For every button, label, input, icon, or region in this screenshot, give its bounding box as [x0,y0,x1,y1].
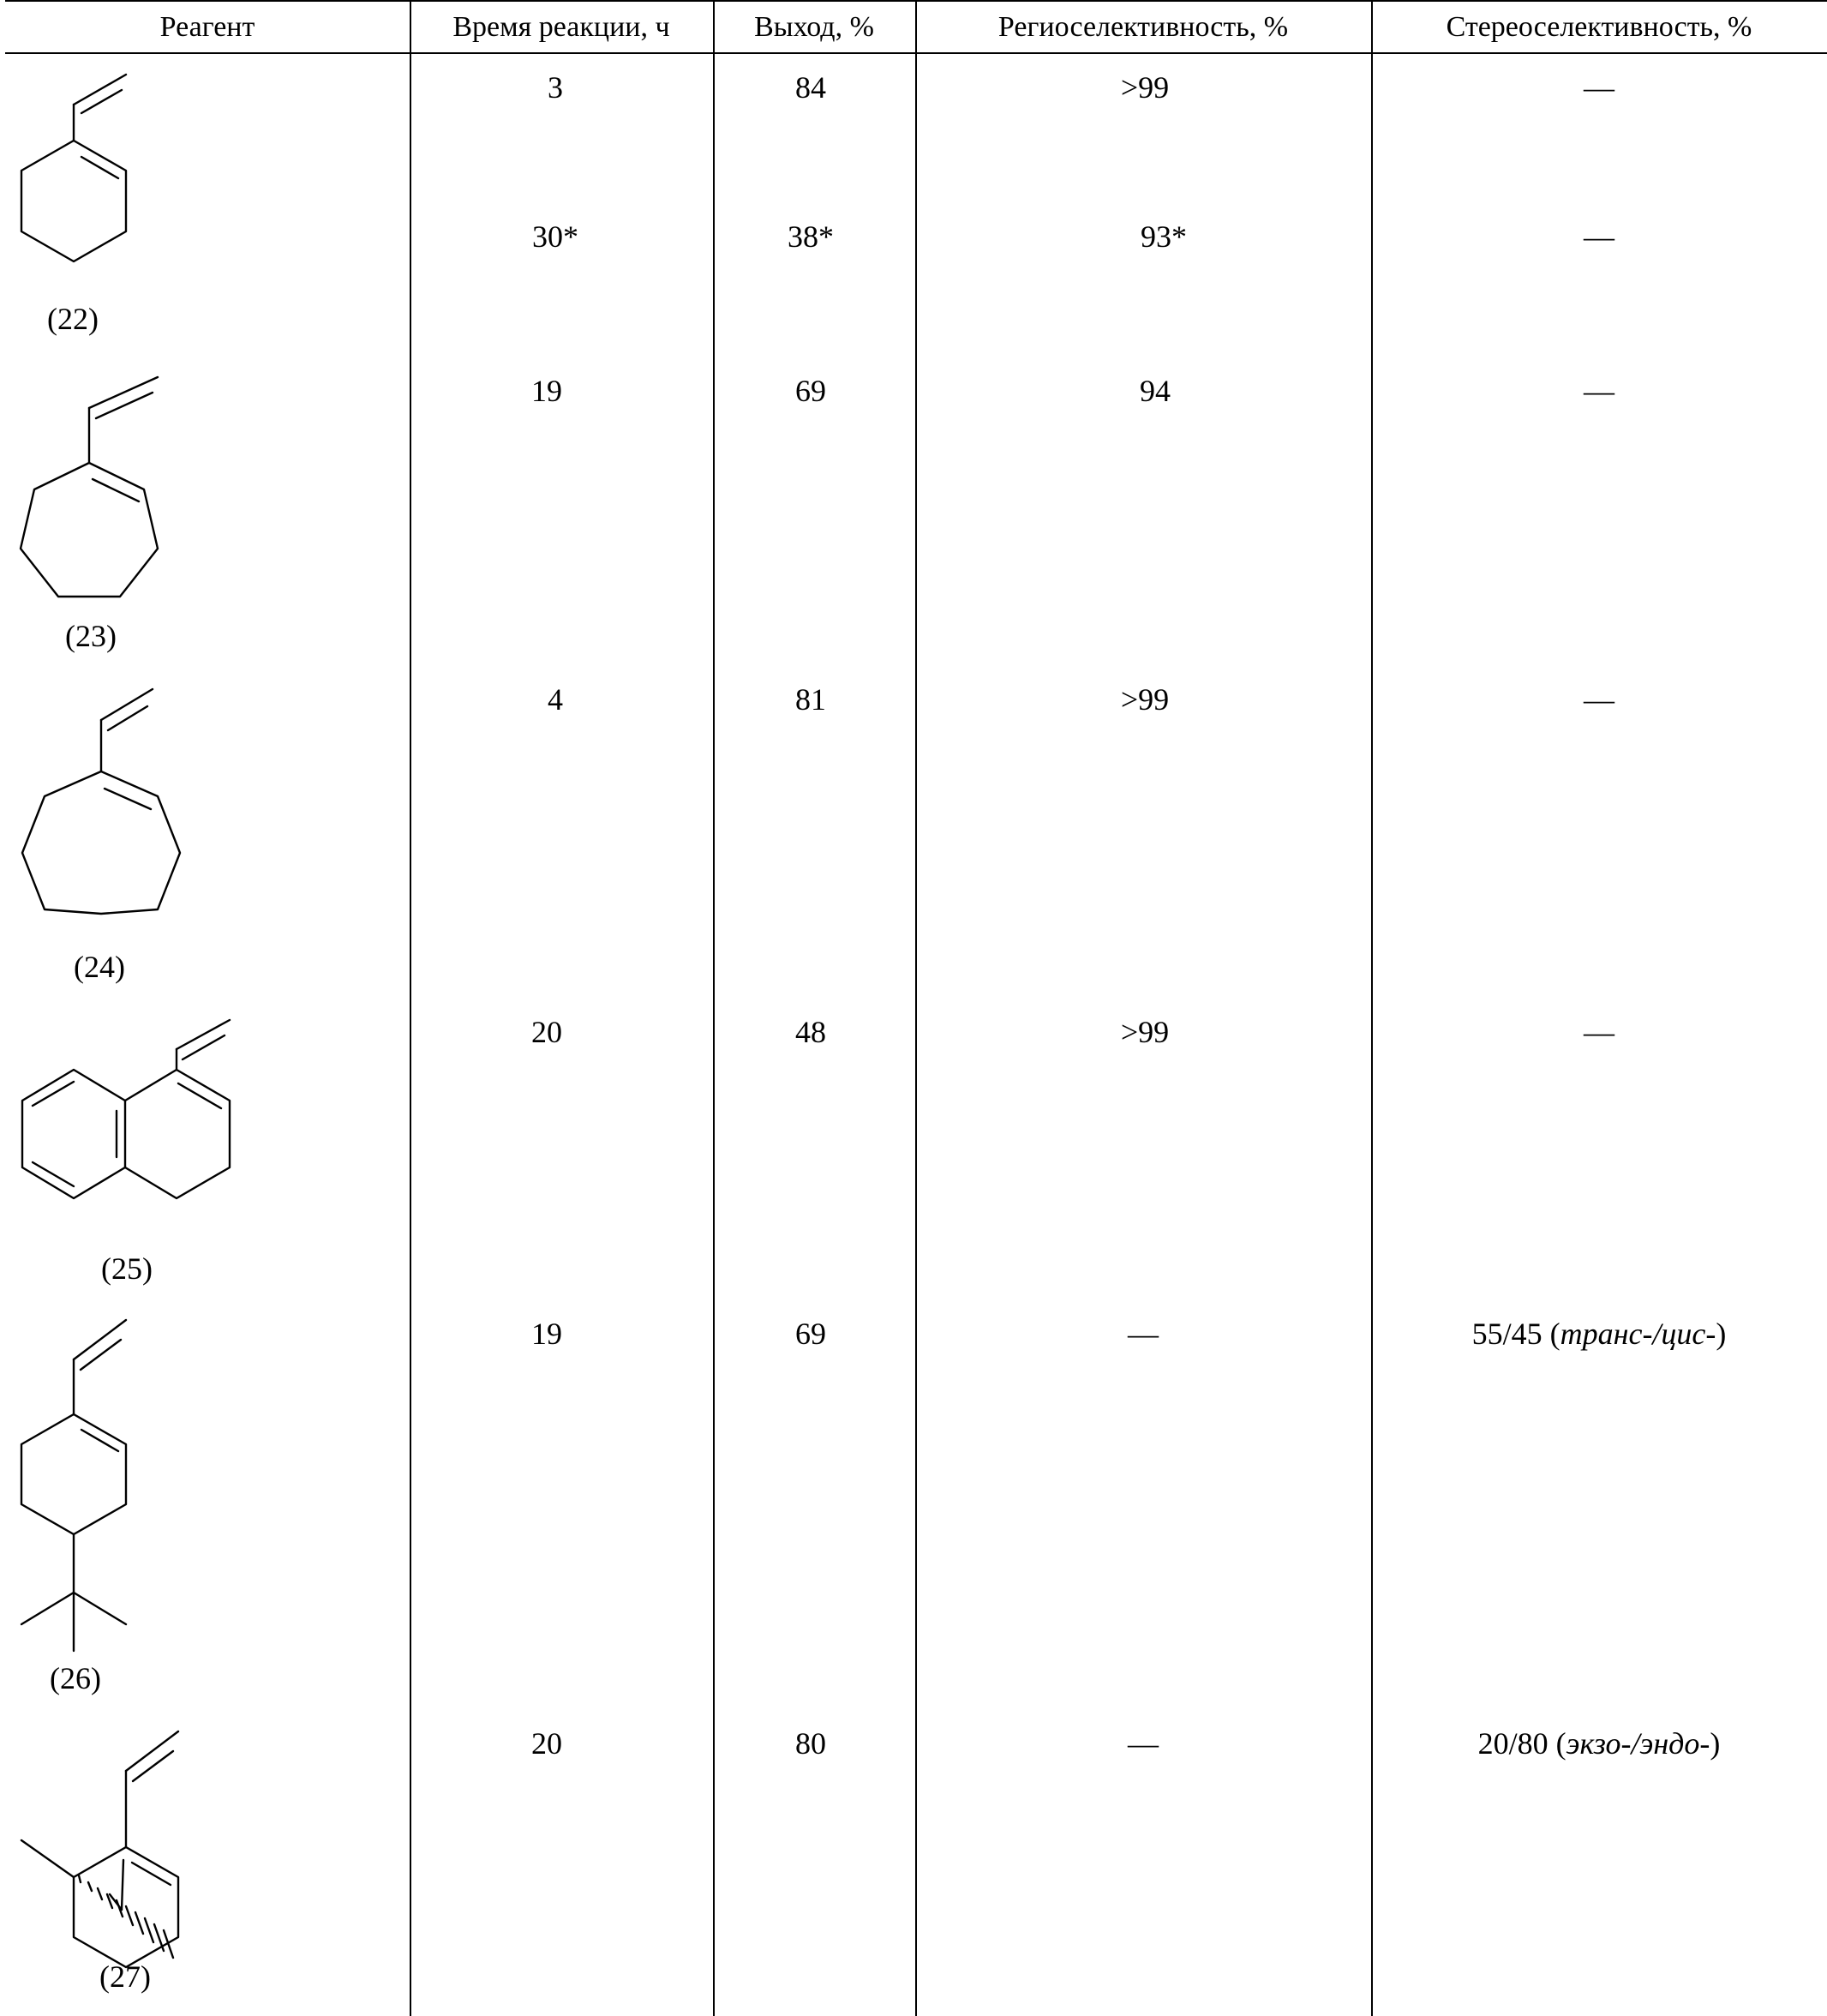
regio-cell: >99 [1120,70,1170,105]
stereo-cell: — [1584,1015,1614,1049]
column-divider [915,0,917,2016]
yield-cell: 69 [795,1317,826,1351]
compound-label: (26) [50,1661,101,1695]
stereo-close: ) [1710,1726,1721,1761]
stereo-cell [1478,1726,1721,1761]
time-cell: 30* [532,219,578,254]
compound-label: (24) [74,950,125,984]
stereo-open: ( [1555,1726,1566,1761]
structure-25 [0,1011,240,1251]
header-reagent: Реагент [159,11,255,43]
time-cell: 20 [531,1726,562,1761]
compound-label: (25) [101,1251,153,1286]
stereo-cell: — [1584,682,1614,717]
column-divider [410,0,411,2016]
stereo-open: ( [1549,1317,1560,1351]
stereo-cell: — [1584,219,1614,254]
stereo-close: ) [1716,1317,1727,1351]
regio-cell: 94 [1140,374,1171,408]
column-divider [1371,0,1373,2016]
column-divider [713,0,715,2016]
yield-cell: 84 [795,70,826,105]
header-time: Время реакции, ч [452,11,670,43]
yield-cell: 80 [795,1726,826,1761]
time-cell: 4 [548,682,563,717]
yield-cell: 38* [788,219,834,254]
yield-cell: 81 [795,682,826,717]
header-stereoselectivity: Стереоселективность, % [1446,11,1752,43]
regio-cell: 93* [1141,219,1187,254]
time-cell: 20 [531,1015,562,1049]
time-cell: 3 [548,70,563,105]
yield-cell: 69 [795,374,826,408]
stereo-cell: — [1584,374,1614,408]
compound-label: (27) [99,1959,151,1994]
stereo-ratio: 20/80 [1477,1726,1548,1761]
stereo-isomers: экзо-/эндо- [1566,1726,1710,1761]
regio-cell: >99 [1120,682,1170,717]
compound-label: (23) [65,619,117,653]
structure-26 [0,1311,171,1671]
structure-22 [0,51,171,291]
regio-cell: >99 [1120,1015,1170,1049]
time-cell: 19 [531,374,562,408]
structure-24 [0,677,189,926]
header-yield: Выход, % [754,11,874,43]
time-cell: 19 [531,1317,562,1351]
regio-cell: — [1128,1726,1159,1761]
stereo-isomers: транс-/цис- [1560,1317,1716,1351]
structure-27 [0,1714,206,1971]
header-regioselectivity: Региоселективность, % [997,11,1289,43]
regio-cell: — [1128,1317,1159,1351]
yield-cell: 48 [795,1015,826,1049]
stereo-cell: — [1584,70,1614,105]
compound-label: (22) [47,302,99,336]
stereo-cell [1472,1317,1727,1351]
structure-23 [0,369,180,609]
stereo-ratio: 55/45 [1471,1317,1542,1351]
